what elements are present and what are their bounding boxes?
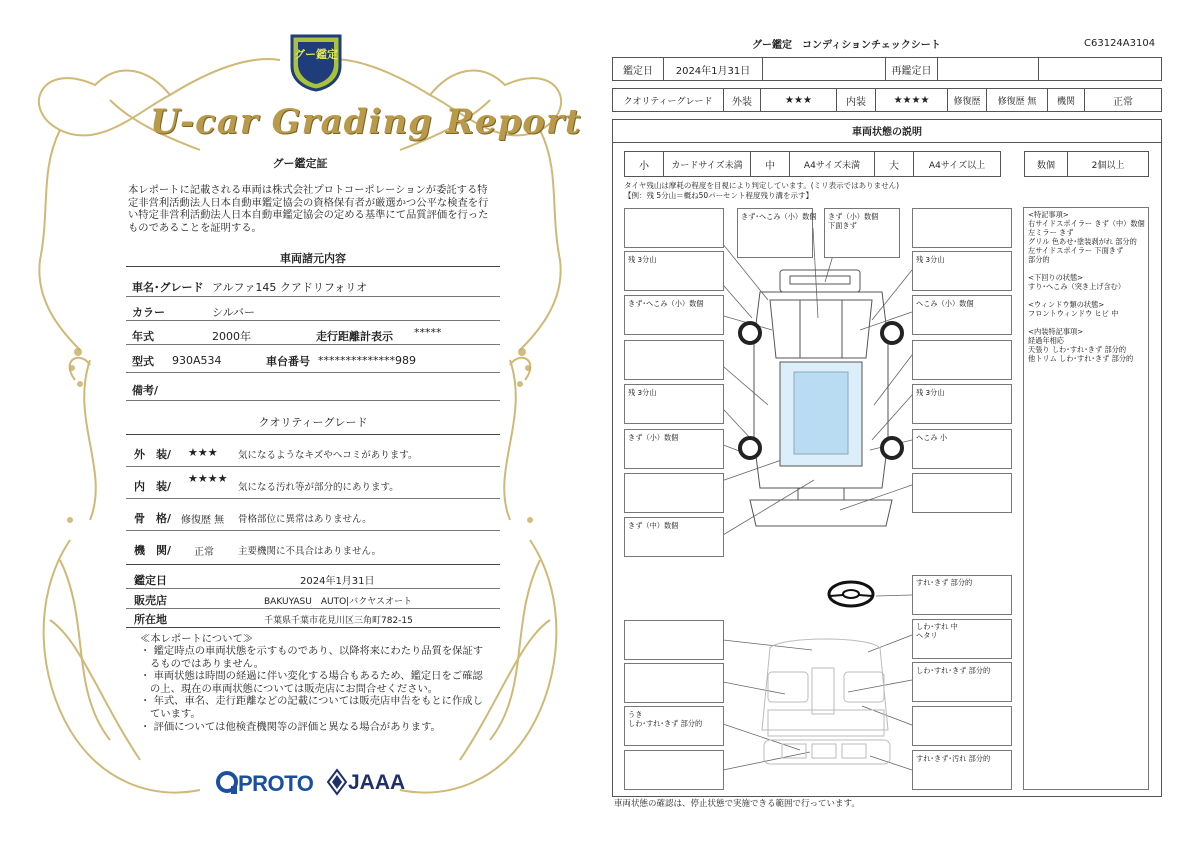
sheet-title: グー鑑定 コンディションチェックシート xyxy=(752,40,941,51)
interior-label: 内装 xyxy=(836,88,876,112)
engine-value: 正常 xyxy=(1084,88,1162,112)
date-label: 鑑定日 xyxy=(612,57,664,81)
notes-heading: ≪本レポートについて≫ xyxy=(140,633,254,645)
sheet-code: C63124A3104 xyxy=(1084,38,1156,49)
exterior-box xyxy=(624,340,724,380)
address-label: 所在地 xyxy=(134,613,167,626)
grade-interior-label: 内 装/ xyxy=(134,480,172,493)
note-item: ・ 鑑定時点の車両状態を示すものであり、以降将来にわたり品質を保証するものではありません。 xyxy=(140,645,484,670)
exterior-label: 残 3分山 xyxy=(628,255,657,264)
interior-label: すれ･きず 部分的 xyxy=(916,578,973,587)
model-label: 型式 xyxy=(132,355,154,368)
interior-label: しわ･すれ･きず 部分的 xyxy=(916,666,991,675)
steering-wheel-icon xyxy=(829,582,873,606)
spec-heading: 車両諸元内容 xyxy=(280,252,346,265)
interior-label: うき しわ･すれ･きず 部分的 xyxy=(628,710,703,728)
goo-kantei-logo xyxy=(288,30,344,92)
address-value: 千葉県千葉市花見川区三角町782-15 xyxy=(264,616,413,626)
shop-value: BAKUYASU AUTO|バクヤスオート xyxy=(264,597,413,607)
count-label: 数個 xyxy=(1024,151,1068,177)
mileage-value: ***** xyxy=(414,326,442,339)
mileage-label: 走行距離計表示 xyxy=(316,330,393,343)
car-name-label: 車名･グレード xyxy=(132,281,204,294)
exterior-box xyxy=(912,208,1012,248)
chassis-label: 車台番号 xyxy=(266,355,310,368)
size-small-desc: カードサイズ未満 xyxy=(663,151,751,177)
grade-exterior-label: 外 装/ xyxy=(134,448,172,461)
exterior-label: きず･へこみ（小）数個 xyxy=(628,299,704,308)
grade-interior-desc: 気になる汚れ等が部分的にあります。 xyxy=(238,482,399,493)
logo-text: グー鑑定 xyxy=(294,48,338,61)
interior-box xyxy=(912,706,1012,746)
proto-mark-icon xyxy=(216,770,240,796)
exterior-label: きず･へこみ（小）数個 xyxy=(741,212,817,221)
color-label: カラー xyxy=(132,306,165,319)
quality-heading: クオリティーグレード xyxy=(258,416,368,429)
count-desc: 2個以上 xyxy=(1067,151,1149,177)
tire-note-1: タイヤ残山は摩耗の程度を目視により判定しています。(ミリ表示ではありません) xyxy=(624,181,900,190)
repair-label: 修復歴 xyxy=(947,88,987,112)
exterior-box xyxy=(912,340,1012,380)
size-mid: 中 xyxy=(750,151,790,177)
proto-wordmark: PROTO xyxy=(238,771,314,796)
exterior-label: 外装 xyxy=(723,88,761,112)
interior-box xyxy=(624,620,724,660)
exterior-label: へこみ（小）数個 xyxy=(916,299,974,308)
condition-heading: 車両状態の説明 xyxy=(612,119,1162,143)
exterior-label: 残 3分山 xyxy=(916,255,945,264)
grade-frame-label: 骨 格/ xyxy=(134,512,172,525)
exterior-box xyxy=(624,473,724,513)
inspection-date-value: 2024年1月31日 xyxy=(300,576,375,587)
condition-check-sheet xyxy=(600,0,1200,848)
grade-exterior-desc: 気になるようなキズやヘコミがあります。 xyxy=(238,450,418,461)
certificate-subtitle: グー鑑定証 xyxy=(272,157,328,170)
special-notes: <特記事項> 右サイドスポイラー きず（中）数個 左ミラー きず グリル 色あせ･塗装剥がれ 部分的 左サイドスポイラー 下面きず 部分的 <下回りの状態> すり･へこみ（突き上げ含む） <ウィンドウ類の状態> フロントウィンドウ ヒビ 中 <内装特記事項> 経過年相応 天張り しわ･すれ･きず 部分的 他トリム しわ･すれ･きず 部分的 xyxy=(1028,210,1145,363)
note-item: ・ 車両状態は時間の経過に伴い変化する場合もあるため、鑑定日をご確認の上、現在の車両状態については販売店にお問合せください。 xyxy=(140,670,483,695)
note-item: ・ 評価については他検査機関等の評価と異なる場合があります。 xyxy=(140,720,441,733)
grade-frame-desc: 骨格部位に異常はありません。 xyxy=(238,514,372,525)
tire-note-2: 【例：残 5分山＝概ね50パーセント程度残り溝を示す】 xyxy=(624,191,814,200)
date-value: 2024年1月31日 xyxy=(663,57,763,81)
note-item: ・ 年式、車名、走行距離などの記載については販売店申告をもとに作成しています。 xyxy=(140,695,483,720)
notes-list xyxy=(140,645,490,733)
grade-engine-desc: 主要機関に不具合はありません。 xyxy=(238,546,382,557)
exterior-label: きず（小）数個 xyxy=(628,433,679,442)
size-large: 大 xyxy=(874,151,914,177)
exterior-label: へこみ 小 xyxy=(916,433,948,442)
inspection-date-label: 鑑定日 xyxy=(134,574,167,587)
reinspect-label: 再鑑定日 xyxy=(885,57,938,81)
jaaa-wordmark: JAAA xyxy=(348,771,406,794)
interior-label: すれ･きず･汚れ 部分的 xyxy=(916,754,991,763)
sheet-footer: 車両状態の確認は、停止状態で実施できる範囲で行っています。 xyxy=(614,799,860,809)
interior-value: ★★★★ xyxy=(875,88,948,112)
report-title: U-car Grading Report xyxy=(150,102,582,142)
remarks-label: 備考/ xyxy=(132,384,159,397)
size-small: 小 xyxy=(624,151,664,177)
car-name-value: アルファ145 クアドリフォリオ xyxy=(212,281,368,294)
year-label: 年式 xyxy=(132,330,154,343)
grade-frame-value: 修復歴 無 xyxy=(181,515,225,526)
exterior-label: きず（中）数個 xyxy=(628,521,679,530)
year-value: 2000年 xyxy=(212,330,251,343)
exterior-label: 残 3分山 xyxy=(628,388,657,397)
quality-label: クオリティーグレード xyxy=(612,88,724,112)
grade-interior-stars: ★★★★ xyxy=(188,472,228,485)
size-large-desc: A4サイズ以上 xyxy=(913,151,1001,177)
exterior-box xyxy=(624,208,724,248)
size-mid-desc: A4サイズ未満 xyxy=(789,151,875,177)
color-value: シルバー xyxy=(212,306,255,319)
grade-engine-value: 正常 xyxy=(194,547,214,558)
interior-box xyxy=(624,750,724,790)
grade-exterior-stars: ★★★ xyxy=(188,446,218,459)
jaaa-mark-icon xyxy=(326,768,348,796)
interior-label: しわ･すれ 中 ヘタリ xyxy=(916,622,958,640)
repair-value: 修復歴 無 xyxy=(986,88,1048,112)
exterior-label: きず（小）数個 下面きず xyxy=(828,212,879,230)
engine-label: 機関 xyxy=(1047,88,1085,112)
grade-engine-label: 機 関/ xyxy=(134,544,172,557)
exterior-value: ★★★ xyxy=(760,88,837,112)
exterior-label: 残 3分山 xyxy=(916,388,945,397)
exterior-box xyxy=(912,473,1012,513)
certificate-intro: 本レポートに記載される車両は株式会社プロトコーポレーションが委託する特定非営利活動法人日本自動車鑑定協会の資格保有者が厳選かつ公平な検査を行い特定非営利活動法人日本自動車鑑定協会の定める基準にて品質評価を行ったものであることを証明する。 xyxy=(128,184,489,234)
model-value: 930A534 xyxy=(172,354,222,367)
interior-box xyxy=(624,663,724,703)
shop-label: 販売店 xyxy=(134,594,167,607)
chassis-value: **************989 xyxy=(318,354,416,367)
